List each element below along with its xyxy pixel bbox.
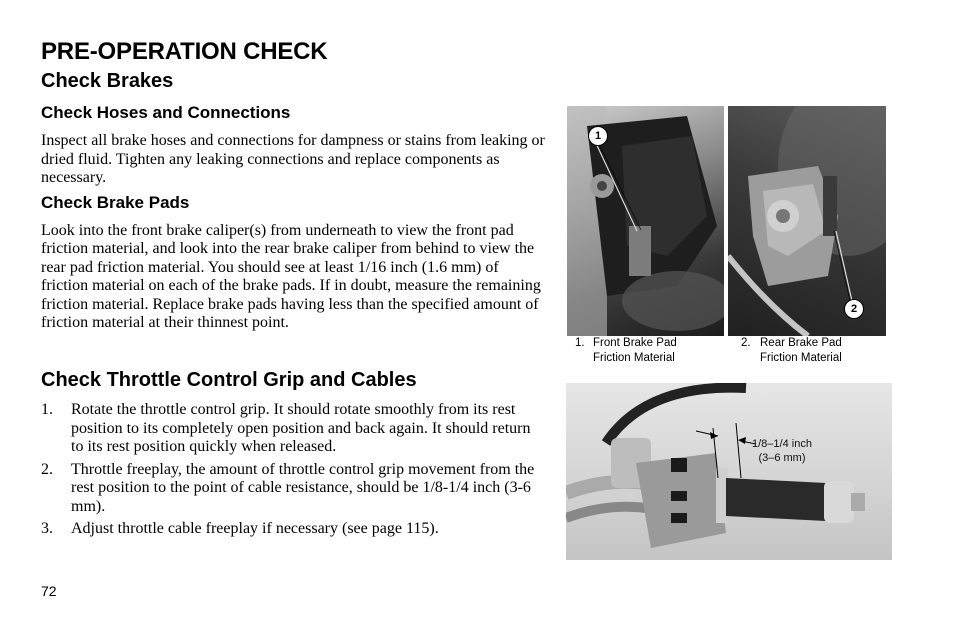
section-heading-check-throttle: Check Throttle Control Grip and Cables [41, 369, 417, 391]
throttle-grip-photo [566, 383, 892, 560]
step-text: Throttle freeplay, the amount of throttle control grip movement from the rest position to the point of cable resistance, should be 1/8-1/4 inch (3-6 mm). [71, 460, 535, 515]
callout-2: 2 [844, 299, 864, 319]
page-title: PRE-OPERATION CHECK [41, 38, 328, 65]
step-number: 2. [41, 460, 53, 478]
list-item [41, 461, 546, 517]
caption-line: Friction Material [760, 351, 842, 364]
caption-1-number: 1. [575, 337, 585, 349]
caption-front-brake-pad [593, 336, 713, 365]
caption-rear-brake-pad [760, 336, 880, 365]
page-number: 72 [41, 583, 57, 599]
caption-2-number: 2. [741, 337, 751, 349]
subheading-check-brake-pads: Check Brake Pads [41, 193, 190, 212]
list-item [41, 401, 546, 457]
callout-1: 1 [588, 126, 608, 146]
caption-line: Friction Material [593, 351, 675, 364]
section-heading-check-brakes: Check Brakes [41, 70, 174, 92]
throttle-grip-illustration [566, 383, 892, 560]
list-item [41, 520, 546, 539]
step-number: 3. [41, 520, 53, 537]
rear-caliper-illustration [728, 106, 886, 336]
freeplay-mm: (3–6 mm) [758, 451, 806, 464]
step-text: Rotate the throttle control grip. It should rotate smoothly from its rest position to its completely open position and back again. It should return to its rest position quickly when released. [71, 401, 531, 455]
step-text: Adjust throttle cable freeplay if necessary (see page 115). [71, 520, 439, 537]
hoses-paragraph: Inspect all brake hoses and connections for dampness or stains from leaking or dried fluid. Tighten any leaking connections and replace components as necessary. [41, 132, 545, 186]
caption-line: Front Brake Pad [593, 337, 677, 349]
subheading-check-hoses: Check Hoses and Connections [41, 103, 291, 122]
caption-line: Rear Brake Pad [760, 337, 842, 349]
rear-brake-caliper-photo [728, 106, 886, 336]
freeplay-dimension-label [752, 438, 812, 465]
step-number: 1. [41, 401, 53, 418]
freeplay-inch: 1/8–1/4 inch [752, 438, 812, 450]
brake-pads-paragraph: Look into the front brake caliper(s) from underneath to view the front pad friction material, and look into the rear brake caliper from behind to view the rear pad friction material. You should see at least 1/16 inch (1.6 mm) of friction material on each of the brake pads. If in doubt, measure the remaining friction material. Replace brake pads having less than the specified amount of friction material at their thinnest point. [41, 222, 541, 332]
throttle-steps-list [41, 401, 546, 543]
